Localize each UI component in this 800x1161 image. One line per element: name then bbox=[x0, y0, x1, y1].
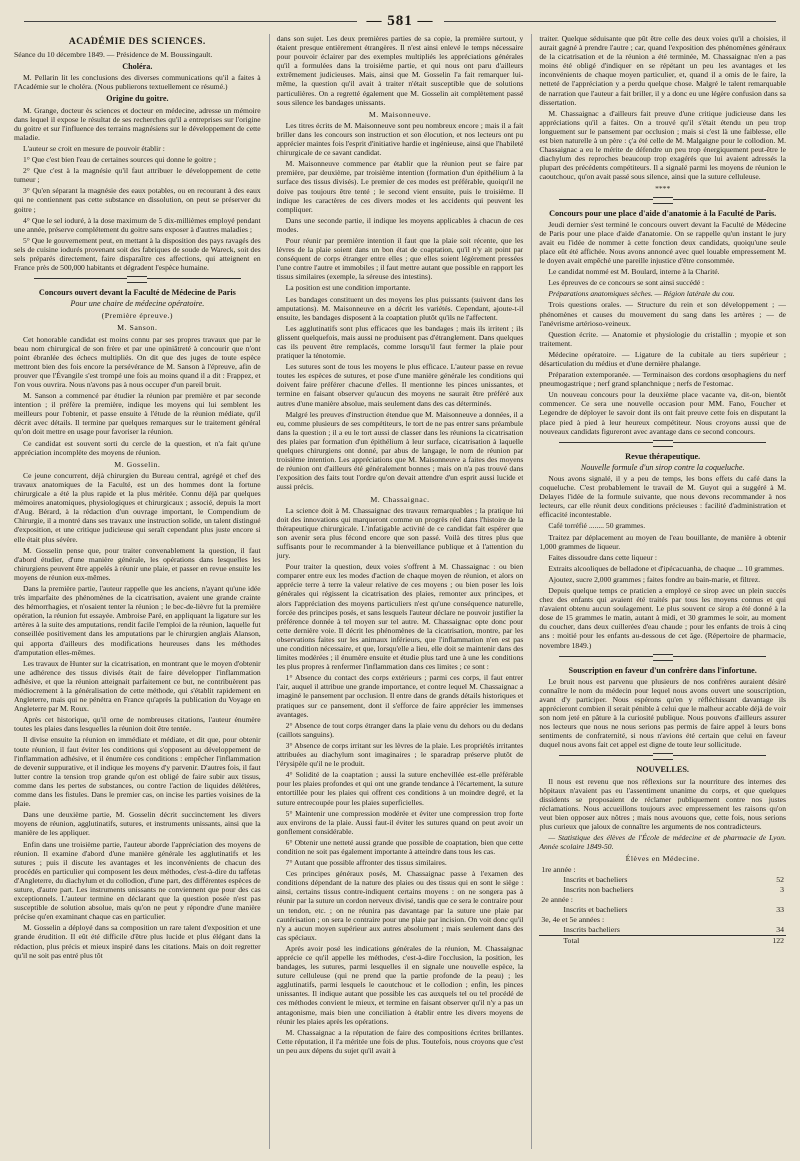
statistics-value bbox=[752, 865, 786, 875]
statistics-row bbox=[539, 885, 786, 895]
sanson-text-2: M. Sanson a commencé par étudier la réunion par première et par seconde intention ; il préfère la première, indique les moyens qui lui semblent les meilleurs pour l'obtenir, et passe ensuite à l'étude de la réunion médiate, qu'il décrit avec détails. Il termine par quelques remarques sur le traitement général qu'on doit mettre en usage pour favoriser la réunion. bbox=[14, 391, 261, 437]
gosselin-text-6: Il divise ensuite la réunion en immédiate et médiate, et dit que, pour obtenir toute réunion, il faut éviter les conditions qui s'opposent au développement de l'inflammation adhésive, et il énumère ces conditions : empêcher l'inflammation de devenir suppurative, et il indique les moyens d'y parvenir. D'autres fois, il faut lutter contre la tension trop grande qu'on est obligé de faire subir aux tissus, comme dans les pertes de substances, ou contre l'action de liquides délétères, comme dans les fistules. Dans le premier cas, on incise les parties voisines de la plaie. bbox=[14, 735, 261, 809]
statistics-row bbox=[539, 865, 786, 875]
column-1 bbox=[14, 34, 261, 1149]
chassaignac-text-2: Pour traiter la question, deux voies s'offrent à M. Chassaignac : ou bien comparer entre eux les modes d'action de chaque moyen de réunion, et alors on apprécie terre à terre la valeur relative de ces moyens ; ou bien poser les lois générales qui régissent la cicatrisation des plaies, remonter aux principes, et alors l'appréciation des moyens particuliers n'est qu'une conséquence naturelle, forcée des principes posés, et sans lesquels l'auteur déclare ne pouvoir justifier la préférence donnée à tel moyen sur tel autre. M. Chassaignac opte donc pour cette dernière voie. Il décrit les phénomènes de la cicatrisation, montre, par les observations faites sur les animaux inférieurs, que l'inflammation n'en est pas une condition nécessaire, et que, lorsqu'elle a lieu, elle doit se maintenir dans des limites modérées ; il énumère ensuite et étudie plus tard une à une les conditions les plus propres à renfermer l'inflammation dans ces limites ; ce sont : bbox=[276, 562, 524, 672]
gosselin-text-1: Ce jeune concurrent, déjà chirurgien du Bureau central, agrégé et chef des travaux anatomiques de la Faculté, est un des hommes dont la fortune chirurgicale a été la plus rapide et la plus méritée. Connu déjà par quelques mémoires anatomiques, physiologiques et chirurgicaux ; associé, depuis la mort d'Aug. Bérard, à la rédaction d'un ouvrage important, le Compendium de Chirurgie, il a montré dans ses travaux une instruction solide, un talent distingué d'exposition, et une critique judicieuse qui seraît cependant plus juste encore si elle était plus sévère. bbox=[14, 470, 261, 544]
statistics-value bbox=[752, 915, 786, 925]
sanson-heading: M. Sanson. bbox=[117, 323, 158, 333]
aide-text-8: Préparation extemporanée. — Terminaison des cordons œsophagiens du nerf pneumogastrique ; nerf grand splanchnique ; nerfs de l'estomac. bbox=[539, 370, 787, 389]
cholera-text: M. Pellarin lit les conclusions des diverses communications qu'il a faites à l'Académie sur le choléra. (Nous publierons textuellement ce résumé.) bbox=[14, 73, 261, 92]
statistics-row bbox=[539, 895, 786, 905]
total-value: 122 bbox=[752, 936, 786, 947]
aide-text-5: Trois questions orales. — Structure du rein et son développement ; — phénomènes et causes du mouvement du sang dans les artères ; — de l'anévrisme artérioso-veineux. bbox=[539, 300, 787, 328]
chassaignac-heading: M. Chassaignac. bbox=[370, 494, 430, 504]
revue-text-5: Depuis quelque temps ce praticien a employé ce sirop avec un plein succès chez des enfants qui avaient été traités par tous les moyens connus et qui n'avaient obtenu aucun soulagement. Le plus souvent ce sirop a été donné à la dose de 15 grammes le matin, autant à midi, et 30 grammes le soir, au moment du coucher, dans deux cuillerées d'eau chaude ; pour les enfants de trois à cinq ans : moitié pour les enfants au-dessous de cet âge. (Répertoire de pharmacie, novembre 1849.) bbox=[539, 585, 787, 650]
statistics-label: Inscrits et bacheliers bbox=[563, 905, 628, 915]
statistics-row bbox=[539, 905, 786, 915]
gosselin-text-7: Dans une deuxième partie, M. Gosselin décrit succinctement les divers moyens de réunion, agglutinatifs, sutures, et instruments unissants, ainsi que la manière de les appliquer. bbox=[14, 810, 261, 838]
maisonneuve-text-3: Dans une seconde partie, il indique les moyens applicables à chacun de ces modes. bbox=[276, 215, 524, 234]
formula-line-1: Café torréfié ........ 50 grammes. bbox=[548, 521, 646, 531]
statistics-row bbox=[539, 915, 786, 925]
statistics-row bbox=[539, 925, 786, 936]
maisonneuve-text-2: M. Maisonneuve commence par établir que la réunion peut se faire par première, par deuxième, par troisième intention (formation d'un épithélium à la surface des tissus divisés). Le premier de ces modes est préférable, quoiqu'il ne doive pas toujours être tenté ; le second vient ensuite, puis le troisième. Il indique les caractères de ces divers modes et les accidents qui peuvent les compliquer. bbox=[276, 159, 524, 214]
sanson-text-3: Ce candidat est souvent sorti du cercle de la question, et n'a fait qu'une appréciation incomplète des moyens de réunion. bbox=[14, 438, 261, 457]
aide-text-1: Jeudi dernier s'est terminé le concours ouvert devant la Faculté de Médecine de Paris pour une place d'aide d'anatomie. On se rappelle qu'un instant le jury avait eu l'idée de nommer à cette fonction deux candidats, quoiqu'une seule place eût été affichée. Nous avons annoncé avec quel louable empressement M. le doyen avait empêché une pareille injustice d'être consommée. bbox=[539, 219, 787, 266]
concours-heading: Concours ouvert devant la Faculté de Médecine de Paris bbox=[38, 288, 236, 298]
aide-text-2: Le candidat nommé est M. Boulard, interne à la Charité. bbox=[548, 267, 720, 277]
nouvelles-heading: NOUVELLES. bbox=[636, 765, 689, 775]
maisonneuve-text-9: Malgré les preuves d'instruction étendue que M. Maisonneuve a données, il a eu, comme plusieurs de ses compétiteurs, le tort de ne pas entrer sans préambule dans la question ; il a eu le tort aussi de classer dans les réunions la cicatrisation des plaies par formation d'un épithélium à leur surface, cicatrisation à laquelle quelques chirurgiens ont donné, par abus de langage, le nom de réunion par troisième intention. Les appréciations que M. Maisonneuve a faites des moyens de réunion ont d'ailleurs été généralement bonnes ; mais on n'a pas trouvé dans l'exposition des faits tout l'ordre qu'on devait attendre d'un esprit aussi lucide et aussi précis. bbox=[276, 409, 524, 492]
goitre-text-1: M. Grange, docteur ès sciences et docteur en médecine, adresse un mémoire dans lequel il expose le résultat de ses recherches qu'il a entreprises sur l'origine du goitre et sur l'influence des terrains magnésiens sur le développement de cette maladie. bbox=[14, 105, 261, 142]
statistics-label: 2e année : bbox=[541, 895, 573, 905]
revue-text-4: Ajoutez, sucre 2,000 grammes ; faites fondre au bain-marie, et filtrez. bbox=[548, 574, 761, 584]
formula-dose: 50 grammes. bbox=[605, 521, 646, 531]
columns bbox=[14, 34, 786, 1149]
cholera-heading: Choléra. bbox=[122, 62, 153, 72]
concours-epreuve: (Première épreuve.) bbox=[101, 311, 174, 321]
chassaignac-text-1: La science doit à M. Chassaignac des travaux remarquables ; la pratique lui doit des innovations qui marqueront comme un progrès réel dans l'histoire de la thérapeutique chirurgicale. L'infatigable activité de ce candidat fait espérer que son avenir sera plus fécond encore que son passé. Voilà des titres plus que suffisants pour le recommander à la bienveillance publique et à l'attention du jury. bbox=[276, 505, 524, 561]
statistics-total-row bbox=[539, 936, 786, 947]
nouvelles-text-1: Il nous est revenu que nos réflexions sur la nourriture des internes des hôpitaux n'avaient pas eu l'assentiment unanime du corps, et que quelques dissidents se proposaient de réclamer publiquement contre nos justes réclamations. Nous accueillons toujours avec empressement les raisons qu'on veut bien opposer aux nôtres ; mais nous avouons que, cette fois, nous serions plus curieux que jaloux de connaître les arguments de nos contradicteurs. bbox=[539, 776, 787, 832]
column-2 bbox=[269, 34, 524, 1149]
separator bbox=[559, 755, 766, 759]
separator bbox=[559, 656, 766, 660]
statistics-table bbox=[539, 865, 786, 946]
chassaignac-text-4: 2° Absence de tout corps étranger dans la plaie venu du dehors ou du dedans (caillots sanguins). bbox=[276, 720, 524, 739]
revue-text-1: Nous avons signalé, il y a peu de temps, les bons effets du café dans la coqueluche. C'est probablement le travail de M. Guyot qui a suggéré à M. Delayes l'idée de la formule suivante, que nous devons recommander à nos lecteurs, car elle réunit deux conditions précieuses : facilité d'administration et efficacité incontestable. bbox=[539, 473, 787, 520]
statistics-value bbox=[752, 895, 786, 905]
maisonneuve-text-5: La position est une condition importante. bbox=[285, 283, 411, 293]
goitre-text-5: 3° Qu'en séparant la magnésie des eaux potables, ou en recourant à des eaux qui ne contiennent pas cette substance en dissolution, on peut se préserver du goitre ; bbox=[14, 186, 261, 214]
souscription-text: Le bruit nous est parvenu que plusieurs de nos confrères auraient désiré connaître le nom du médecin pour lequel nous avons ouvert une souscription, avant d'y participer. Nous espérons qu'en y réfléchissant davantage ils apprécieront combien il serait pénible à celui que le malheur accable déjà de voir son nom jeté en pâture à la curiosité publique. Nous pouvons d'ailleurs assurer nos lecteurs que nous ne nous serions pas permis de faire appel à leurs bons sentiments de confraternité, si nous n'avions été certain que celui en faveur duquel nous avons fait cet appel est digne de toute leur sollicitude. bbox=[539, 676, 787, 750]
gosselin-text-2: M. Gosselin pense que, pour traiter convenablement la question, il faut d'abord étudier, d'une manière générale, les opérations dans lesquelles les chirurgiens peuvent être appelés à réunir une plaie, et passer en revue ensuite les moyens de réunion eux-mêmes. bbox=[14, 545, 261, 582]
formula-ingredient: Extraits alcooliques de belladone et d'ipécacuanha, de chaque bbox=[548, 563, 736, 573]
goitre-heading: Origine du goitre. bbox=[106, 94, 169, 104]
goitre-text-6: 4° Que le sel ioduré, à la dose maximum de 5 dix-millièmes employé pendant une année, préserve complétement du goitre sans exposer à d'autres maladies ; bbox=[14, 215, 261, 234]
total-label: Total bbox=[539, 936, 752, 947]
statistics-label: Inscrits et bacheliers bbox=[563, 875, 628, 885]
maisonneuve-text-1: Les titres écrits de M. Maisonneuve sont peu nombreux encore ; mais il a fait briller dans les concours son instruction et son élocution, et nos lecteurs ont pu apprécier maintes fois l'esprit d'initiative hardie et ingénieuse, ainsi que l'habileté chirurgicale de ce savant candidat. bbox=[276, 120, 524, 158]
goitre-text-4: 2° Que c'est à la magnésie qu'il faut attribuer le développement de cette tumeur ; bbox=[14, 166, 261, 185]
chassaignac-text-5: 3° Absence de corps irritant sur les lèvres de la plaie. Les propriétés irritantes attribuées au diachylum sont imaginaires ; le sparadrap préserve plutôt de l'érysipèle qu'il ne le produit. bbox=[276, 740, 524, 769]
signature-mark: **** bbox=[655, 183, 671, 193]
formula-line-2: Extraits alcooliques de belladone et d'ipécacuanha, de chaque ... 10 grammes. bbox=[548, 563, 784, 573]
eleves-heading: Élèves en Médecine. bbox=[625, 854, 700, 864]
chassaignac-text-8: 6° Obtenir une netteté aussi grande que possible de coaptation, bien que cette condition ne soit pas également importante à atteindre dans tous les cas. bbox=[276, 837, 524, 856]
chassaignac-text-6: 4° Solidité de la coaptation ; aussi la suture enchevillée est-elle préférable pour les plaies profondes et qui ont une grande tendance à l'écartement, la suture entortillée pour les plaies qui offrent ces conditions à un moindre degré, et la suture entrecoupée pour les plaies superficielles. bbox=[276, 770, 524, 807]
header-rule-right bbox=[444, 21, 777, 22]
gosselin-text-5: Après cet historique, qu'il orne de nombreuses citations, l'auteur énumère toutes les plaies dans lesquelles la réunion doit être tentée. bbox=[14, 715, 261, 734]
col3-text-1: M. Chassaignac a d'ailleurs fait preuve d'une critique judicieuse dans les appréciations qu'il a faites. On a trouvé qu'il s'était étendu un peu trop longuement sur le pansement par occlusion ; mais si c'est là une faiblesse, elle est bien naturelle à un père : ç'a été celle de M. Malgaigne pour le collodion. M. Chassaignac a eu le mérite de défendre un peu trop énergiquement peut-être le diachylum des reproches beaucoup trop exagérés que lui avaient adressés la plupart des précédents compétiteurs. Il a signalé parmi les moyens de réunion le caoutchouc, qu'on avait passé sous silence, ainsi que la suture celluleuse. bbox=[539, 108, 787, 182]
gosselin-text-8: Enfin dans une troisième partie, l'auteur aborde l'appréciation des moyens de réunion. Il examine d'abord d'une manière générale les agglutinatifs et les sutures ; puis il discute les avantages et les inconvénients de chacun des procédés en particulier qui composent les deux méthodes, c'est-à-dire du taffetas d'Angleterre, du diachylum et du collodion, d'une part, des différentes espèces de suture, d'autre part. Les instruments unissants ne conviennent que pour des cas exceptionnels. L'auteur termine en déclarant que la question posée n'est pas susceptible de solution absolue, mais qu'on ne peut y répondre d'une manière précise qu'en examinant chaque cas en particulier. bbox=[14, 839, 261, 922]
maisonneuve-text-8: Les sutures sont de tous les moyens le plus efficace. L'auteur passe en revue toutes les espèces de sutures, et pose d'une manière générale les conditions qui doivent faire préférer chacune d'elles. Il mentionne les pinces unissantes, et termine en faisant observer qu'aucun des moyens ne saurait être préféré aux autres d'une manière absolue, mais seulement dans des cas déterminés. bbox=[276, 362, 524, 408]
statistics-label: 3e, 4e et 5e années : bbox=[541, 915, 605, 925]
goitre-text-7: 5° Que le gouvernement peut, en mettant à la disposition des pays ravagés des sels de cuisine iodurés provenant soit des fabriques de soude de Wareck, soit des sels préparés directement, faire disparaître ces affections, qui atteignent en France près de 500,000 habitants et dégradent l'espèce humaine. bbox=[14, 235, 261, 273]
aide-text-4: Préparations anatomiques sèches. — Région latérale du cou. bbox=[548, 289, 735, 299]
column-3 bbox=[531, 34, 786, 1149]
revue-heading: Revue thérapeutique. bbox=[625, 451, 701, 461]
statistics-value: 33 bbox=[776, 905, 785, 915]
revue-text-3: Faites dissoudre dans cette liqueur : bbox=[548, 552, 657, 562]
chassaignac-text-10: Ces principes généraux posés, M. Chassaignac passe à l'examen des conditions dépendant de la nature des plaies ou des tissus qui en sont le siège : ainsi, certains tissus contre-indiquent certains moyens : on ne songera pas à réunir par la suture un cordon nerveux divisé, tandis que ce sera le contraire pour un tendon, etc. ; on ne réunira pas davantage par la suture une plaie par cautérisation ; on sera le contraire pour une plaie par incision. On voit donc qu'il n'y a aucun moyen supérieur aux autres absolument ; mais seulement dans des cas spéciaux. bbox=[276, 869, 524, 942]
chassaignac-text-9: 7° Autant que possible affronter des tissus similaires. bbox=[285, 858, 447, 868]
statistics-value: 3 bbox=[780, 885, 785, 895]
gosselin-heading: M. Gosselin. bbox=[114, 459, 161, 469]
maisonneuve-heading: M. Maisonneuve. bbox=[368, 109, 432, 119]
aide-anatomie-heading: Concours pour une place d'aide d'anatomie à la Faculté de Paris. bbox=[549, 208, 777, 218]
chassaignac-text-3: 1° Absence du contact des corps extérieurs ; parmi ces corps, il faut entrer l'air, auquel il attribue une grande importance, et contre lequel M. Chassaignac a imaginé le pansement par occlusion. Il entre dans de grands détails historiques et pratiques sur ce pansement, dont il s'efforce de faire apprécier les immenses avantages. bbox=[276, 673, 524, 719]
aide-text-6: Question écrite. — Anatomie et physiologie du cristallin ; myopie et son traitement. bbox=[539, 329, 787, 348]
chassaignac-text-7: 5° Maintenir une compression modérée et éviter une compression trop forte aux environs de la plaie. Aussi faut-il éviter les sutures quand on peut avoir un gonflement considérable. bbox=[276, 808, 524, 836]
chassaignac-text-12: M. Chassaignac a la réputation de faire des compositions écrites brillantes. Cette réputation, il l'a méritée une fois de plus. Toutefois, nous croyons que c'est un peu aux dépens du sujet qu'il avait à bbox=[276, 1027, 524, 1055]
revue-subtitle: Nouvelle formule d'un sirop contre la coqueluche. bbox=[580, 462, 745, 472]
page-header bbox=[14, 8, 786, 34]
page-number: — 581 — bbox=[366, 12, 434, 29]
statistics-value: 34 bbox=[776, 925, 785, 935]
concours-subtitle: Pour une chaire de médecine opératoire. bbox=[70, 299, 205, 309]
souscription-heading: Souscription en faveur d'un confrère dans l'infortune. bbox=[568, 665, 757, 675]
sanson-text-1: Cet honorable candidat est moins connu par ses propres travaux que par le beau nom chirurgical de son frère et par une opiniâtreté à concourir que n'ont point ébranlée des échecs multipliés. On dit que des juges de toute espèce mettront bien des fois encore la persévérance de M. Sanson à l'épreuve, afin de prouver que l'Évangile s'est trompé une fois au moins quand il a dit : Frappez, et l'on vous ouvrira. Nous n'avons pas à nous occuper d'un pareil bruit. bbox=[14, 334, 261, 389]
formula-dose: 10 grammes. bbox=[744, 563, 784, 573]
chassaignac-text-11: Après avoir posé les indications générales de la réunion, M. Chassaignac apprécie ce qu'il appelle les méthodes, c'est-à-dire l'occlusion, la position, les bandages, les sutures, parmi lesquelles il en signale une nouvelle espèce, la suture celluleuse (qui ne prend que la partie profonde de la peau) ; les agglutinatifs, parmi lesquels le caoutchouc et le collodion ; enfin, les pinces unissantes. Il indique autant que possible les cas auxquels tel ou tel procédé de ces méthodes convient le mieux, et termine en faisant observer qu'il n'y a pas un antagonisme, mais bien une conciliation à établir entre les divers moyens de réunir les plaies après les opérations. bbox=[276, 943, 524, 1026]
revue-text-2: Traitez par déplacement au moyen de l'eau bouillante, de manière à obtenir 1,000 grammes de liqueur. bbox=[539, 532, 787, 551]
academie-title: ACADÉMIE DES SCIENCES. bbox=[68, 37, 206, 47]
maisonneuve-text-7: Les agglutinatifs sont plus efficaces que les bandages ; mais ils irritent ; ils glissent quelquefois, mais aussi ne produisent pas d'étranglement. Dans quelques cas ils peuvent être remplacés, comme lorsqu'il faut fermer la plaie pour pratiquer la ténotomie. bbox=[276, 323, 524, 361]
nouvelles-text-2: — Statistique des élèves de l'École de médecine et de pharmacie de Lyon. Année scolaire 1849-50. bbox=[539, 833, 787, 852]
header-rule-left bbox=[24, 21, 357, 22]
maisonneuve-text-6: Les bandages constituent un des moyens les plus puissants (suivent dans les amputations). M. Maisonneuve en a décrit les variétés. Cependant, ajoute-t-il ensuite, les bandages disposent à la coaptation plutôt qu'ils ne l'affectent. bbox=[276, 294, 524, 322]
statistics-label: Inscrits non bacheliers bbox=[563, 885, 634, 895]
separator bbox=[559, 199, 766, 203]
statistics-value: 52 bbox=[776, 875, 785, 885]
goitre-text-2: L'auteur se croit en mesure de pouvoir établir : bbox=[23, 143, 165, 153]
col3-continuation: traiter. Quelque séduisante que pût être celle des deux voies qu'il a choisies, il aurait gagné à prendre l'autre ; car, quand l'exposition des phénomènes généraux de la cicatrisation et de la réunion a été terminée, M. Chassaignac n'en a pas moins été obligé d'indiquer en se répétant un peu les avantages et les inconvénients de chaque moyen particulier, et, quand il a omis de le faire, la netteté de l'appréciation y a perdu quelque chose. Malgré le talent remarquable de narration que l'auteur a fait briller, il y a donc eu une légère confusion dans sa dissertation. bbox=[539, 34, 787, 107]
col2-continuation: dans son sujet. Les deux premières parties de sa copie, la première surtout, y étaient presque entièrement étrangères. Il n'est ainsi enlevé le temps nécessaire pour pouvoir éclairer par des exemples multipliés les appréciations générales qu'il a formulées dans la troisième partie, et qui nous ont paru d'ailleurs extrêmement judicieuses. Mais, ainsi que M. Gosselin l'a fait remarquer lui-même, la question qu'il avait à traiter n'était susceptible que de solutions particulières. On a regretté également que M. Gosselin ait complètement passé sous silence les bandages unissants. bbox=[276, 34, 524, 107]
gosselin-text-9: M. Gosselin a déployé dans sa composition un rare talent d'exposition et une grande érudition. Il eût été difficile d'être plus lucide et plus élégant dans la rédaction, plus précis et mieux inspiré dans les citations. Mais on doit regretter qu'il ne soit pas entré plus tôt bbox=[14, 923, 261, 960]
statistics-label: 1re année : bbox=[541, 865, 576, 875]
separator bbox=[559, 442, 766, 446]
separator bbox=[34, 278, 241, 282]
goitre-text-3: 1° Que c'est bien l'eau de certaines sources qui donne le goitre ; bbox=[23, 155, 217, 165]
aide-text-3: Les épreuves de ce concours se sont ainsi succédé : bbox=[548, 278, 705, 288]
aide-text-9: Un nouveau concours pour la deuxième place vacante va, dit-on, bientôt commencer. Ce sera une nouvelle occasion pour MM. Fano, Foucher et Legendre de déployer le savoir dont ils ont fait preuve cette fois en disputant la place pied à pied à leur heureux compétiteur. Nous croyons aussi que de nouveaux candidats figureront avec avantage dans ce second concours. bbox=[539, 390, 787, 436]
statistics-label: Inscrits bacheliers bbox=[563, 925, 620, 935]
statistics-row bbox=[539, 875, 786, 885]
gosselin-text-4: Les travaux de Hunter sur la cicatrisation, en montrant que le moyen d'obtenir une adhérence des tissus divisés était de faire développer l'inflammation adhésive, et que la réunion atteignait parfaitement ce but, ne contribuèrent pas médiocrement à la généralisation de cette méthode, qui s'établit rapidement en Angleterre, mais qui ne pénétra en France qu'après la publication du Voyage en Angleterre par M. Roux. bbox=[14, 658, 261, 714]
aide-text-7: Médecine opératoire. — Ligature de la cubitale au tiers supérieur ; désarticulation du médius et d'une dernière phalange. bbox=[539, 349, 787, 368]
seance-line: Séance du 10 décembre 1849. — Présidence de M. Boussingault. bbox=[14, 50, 213, 60]
formula-ingredient: Café torréfié bbox=[548, 521, 587, 531]
maisonneuve-text-4: Pour réunir par première intention il faut que la plaie soit récente, que les lèvres de la plaie soient dans un bon état de coaptation, qu'il n'y ait point par conséquent de corps étranger entre elles ; que elles soient légèrement pressées l'une contre l'autre et immobiles ; il faut mettre autant que possible en rapport les tissus similaires (exemple, la séreuse des intestins). bbox=[276, 235, 524, 282]
gosselin-text-3: Dans la première partie, l'auteur rappelle que les anciens, n'ayant qu'une idée très imparfaite des phénomènes de la cicatrisation, avaient une grande crainte des hémorrhagies, et n'osaient tenter la réunion ; le bec-de-lièvre fut la première opération, la réunion fut essayée. Ambroise Paré, en appliquant la ligature sur les artères à la suite des amputations, rendit facile l'emploi de la réunion, laquelle fut conseillée positivement dans les amputations par le chirurgien anglais Alanson, qui apporta d'ailleurs des modifications heureuses dans les méthodes d'amputation elles-mêmes. bbox=[14, 583, 261, 657]
